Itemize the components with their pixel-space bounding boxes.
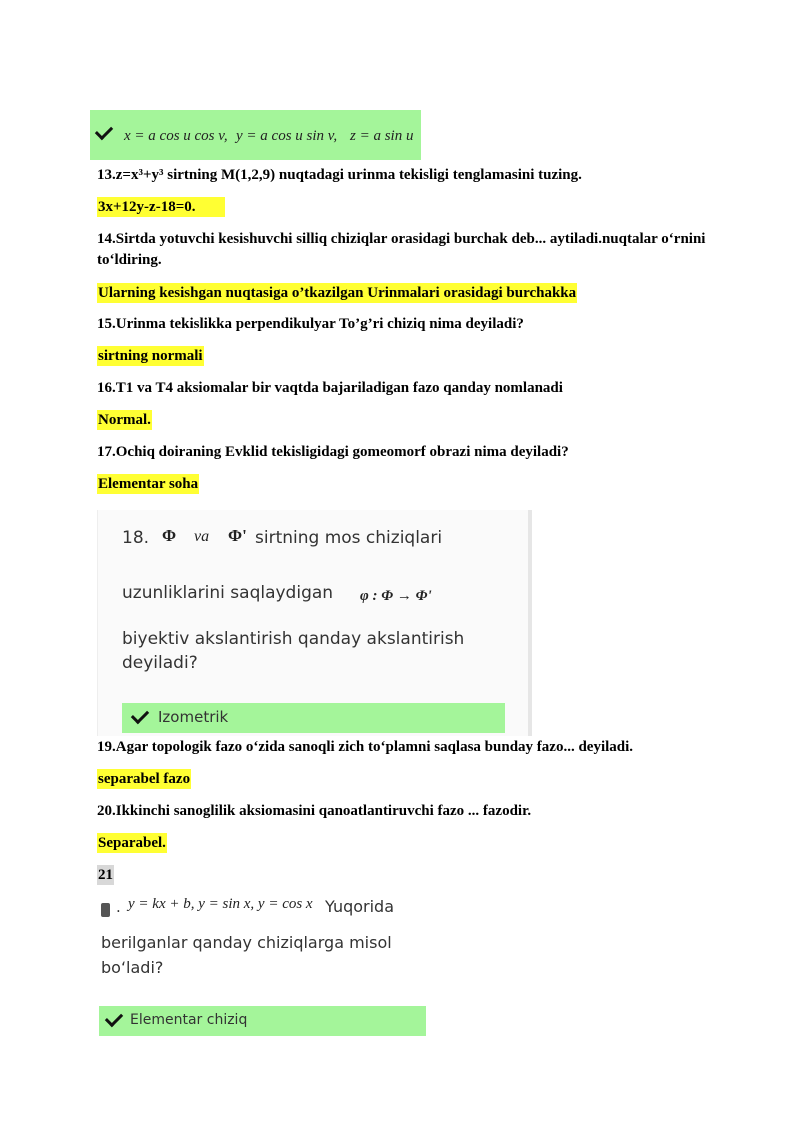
answer-21: Elementar chiziq — [130, 1012, 248, 1028]
question-21-text-2: berilganlar qanday chiziqlarga misol — [101, 933, 392, 952]
question-15: 15.Urinma tekislikka perpendikulyar To’g’ri chiziq nima deyiladi? — [97, 316, 524, 332]
phi-prime-symbol: Φ' — [228, 526, 247, 545]
top-answer-bar — [90, 110, 421, 160]
answer-19: separabel fazo — [98, 771, 191, 787]
answer-13: 3x+12y-z-18=0. — [97, 197, 225, 217]
answer-15: sirtning normali — [98, 348, 203, 364]
answer-18: Izometrik — [158, 708, 229, 726]
answer-21-bar — [99, 1006, 426, 1036]
question-21-text-3: bo‘ladi? — [101, 958, 164, 977]
question-21-prefix: . — [116, 898, 121, 916]
question-13: 13.z=x³+y³ sirtning M(1,2,9) nuqtadagi urinma tekisligi tenglamasini tuzing. — [97, 167, 582, 183]
phi-symbol: Φ — [162, 526, 177, 545]
answer-20: Separabel. — [98, 835, 166, 851]
question-19: 19.Agar topologik fazo o‘zida sanoqli zich to‘plamni saqlasa bunday fazo... deyiladi. — [97, 739, 634, 755]
bullet-mark — [101, 903, 110, 917]
question-21-formula: y = kx + b, y = sin x, y = cos x — [128, 896, 313, 912]
check-icon — [131, 706, 149, 724]
question-18-text-4: deyiladi? — [122, 653, 198, 673]
question-18-text-3: biyektiv akslantirish qanday akslantirish — [122, 629, 465, 649]
answer-14: Ularning kesishgan nuqtasiga o’tkazilgan Urinmalari orasidagi burchakka — [98, 285, 577, 301]
question-21-number: 21 — [98, 867, 113, 883]
question-18-card — [97, 510, 532, 736]
mapping-formula: φ : Φ → Φ' — [360, 588, 432, 604]
answer-18-bar — [122, 703, 505, 733]
formula-y: y = a cos u sin v, — [236, 128, 338, 144]
question-18-text-1: sirtning mos chiziqlari — [255, 528, 443, 548]
answer-16: Normal. — [98, 412, 151, 428]
question-20: 20.Ikkinchi sanoglilik aksiomasini qanoatlantiruvchi fazo ... fazodir. — [97, 803, 532, 819]
question-16: 16.T1 va T4 aksiomalar bir vaqtda bajariladigan fazo qanday nomlanadi — [97, 380, 563, 396]
question-18-number: 18. — [122, 528, 150, 548]
question-21-text-1: Yuqorida — [325, 897, 395, 916]
answer-17: Elementar soha — [98, 476, 199, 492]
formula-x: x = a cos u cos v, — [124, 128, 228, 144]
question-17: 17.Ochiq doiraning Evklid tekisligidagi gomeomorf obrazi nima deyiladi? — [97, 444, 569, 460]
check-icon — [105, 1009, 123, 1027]
question-14: 14.Sirtda yotuvchi kesishuvchi silliq chiziqlar orasidagi burchak deb... aytiladi.nuqtalar o‘rnini to‘ldiring. — [97, 231, 706, 268]
check-icon — [95, 122, 113, 140]
va-word: va — [194, 528, 210, 545]
formula-z: z = a sin u — [350, 128, 414, 144]
question-18-text-2: uzunliklarini saqlaydigan — [122, 583, 334, 603]
